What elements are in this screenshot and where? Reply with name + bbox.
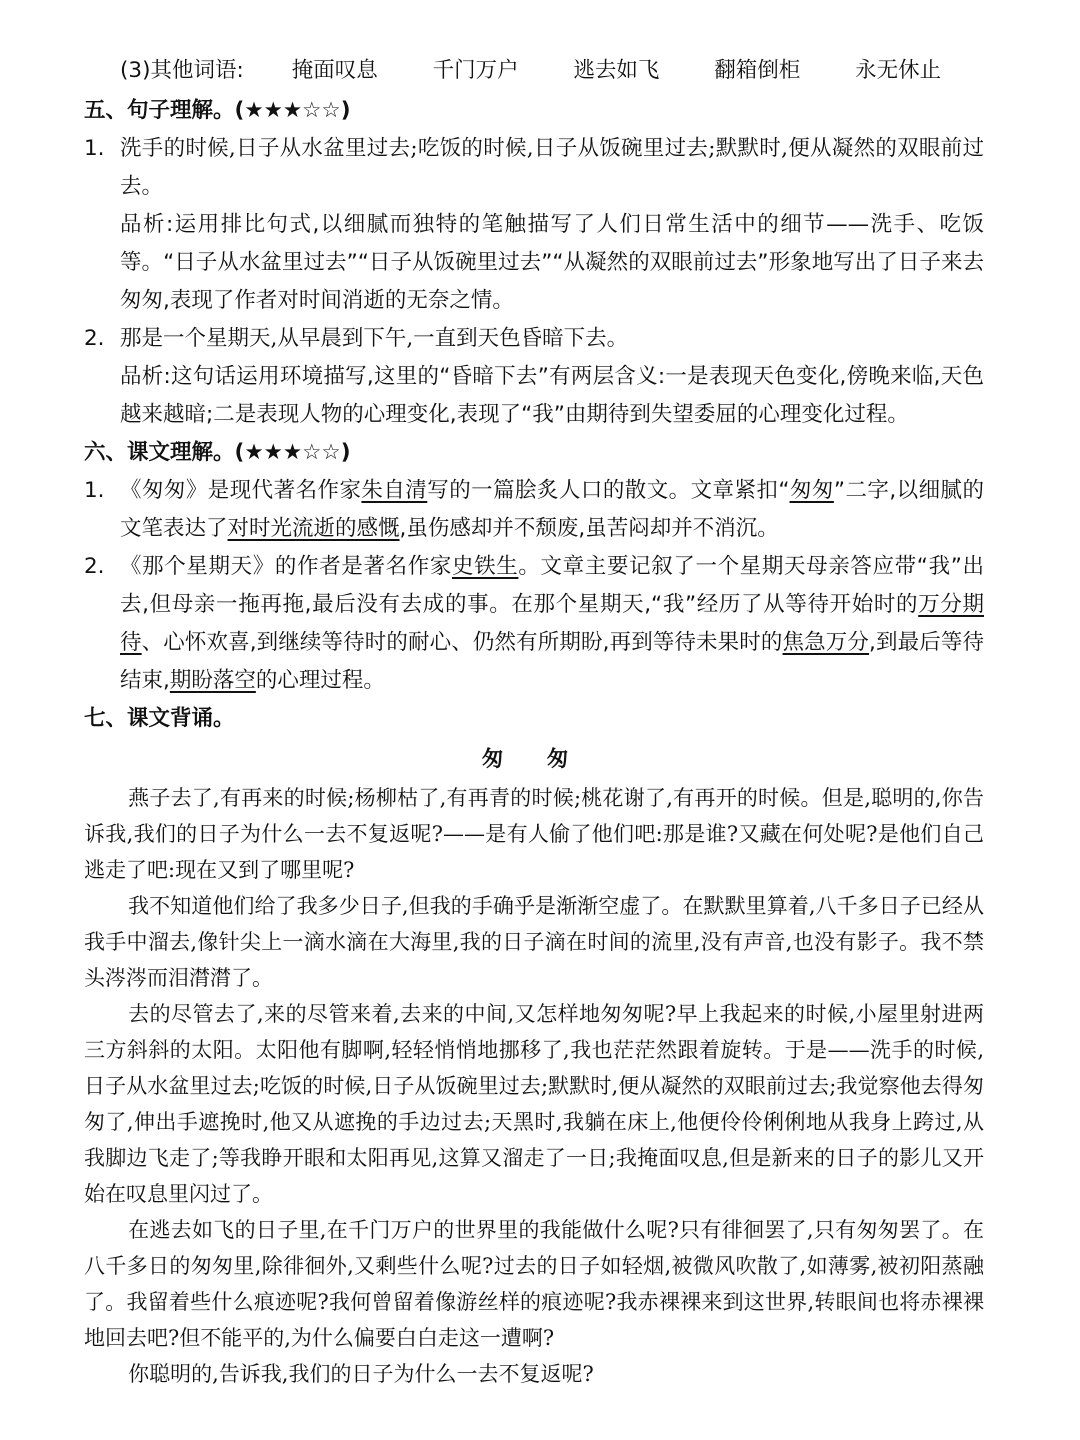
text-segment: 《匆匆》是现代著名作家: [120, 478, 362, 503]
sentence-text: 洗手的时候,日子从水盆里过去;吃饭的时候,日子从饭碗里过去;默默时,便从凝然的双眼前过去。: [120, 136, 984, 199]
essay-title: 匆 匆: [481, 747, 587, 772]
underlined-answer: 史铁生: [452, 554, 519, 579]
vocab-word: 掩面叹息: [291, 58, 378, 83]
item-number: 2.: [84, 326, 105, 351]
text-segment: 、心怀欢喜,到继续等待时的耐心、仍然有所期盼,再到等待未果时的: [141, 630, 783, 655]
underlined-answer: 对时光流逝的感慨: [227, 516, 400, 541]
item-number: 2.: [84, 554, 105, 579]
underlined-answer: 万分期待: [120, 592, 984, 655]
text-segment: 。文章主要记叙了一个星期天母亲答应带“我”出去,但母亲一拖再拖,最后没有去成的事。在那个星期天,“我”经历了从等待开始时的: [120, 554, 984, 617]
sentence-item-1: [84, 130, 984, 206]
underlined-answer: 朱自清: [361, 478, 428, 503]
vocab-prefix: (3)其他词语:: [120, 58, 244, 83]
vocab-word: 翻箱倒柜: [714, 58, 801, 83]
text-segment: 的心理过程。: [255, 668, 385, 693]
section-heading-7: 七、课文背诵。: [84, 706, 235, 731]
vocab-line: [84, 52, 984, 90]
essay-paragraph: 我不知道他们给了我多少日子,但我的手确乎是渐渐空虚了。在默默里算着,八千多日子已经从我手中溜去,像针尖上一滴水滴在大海里,我的日子滴在时间的流里,没有声音,也没有影子。我不禁头涔涔而泪潸潸了。: [84, 894, 984, 990]
vocab-word: 永无休止: [855, 58, 942, 83]
sentence-item-2: [84, 320, 984, 358]
section-heading-6: 六、课文理解。(★★★☆☆): [84, 440, 351, 465]
comprehension-item-2: [84, 548, 984, 700]
underlined-answer: 期盼落空: [169, 668, 256, 693]
underlined-answer: 焦急万分: [782, 630, 870, 655]
text-segment: ”二字,以细腻的文笔表达了: [120, 478, 984, 541]
underlined-answer: 匆匆: [789, 478, 834, 503]
essay-paragraph: 在逃去如飞的日子里,在千门万户的世界里的我能做什么呢?只有徘徊罢了,只有匆匆罢了。在八千多日的匆匆里,除徘徊外,又剩些什么呢?过去的日子如轻烟,被微风吹散了,如薄雾,被初阳蒸融了。我留着些什么痕迹呢?我何曾留着像游丝样的痕迹呢?我赤裸裸来到这世界,转眼间也将赤裸裸地回去吧?但不能平的,为什么偏要白白走这一遭啊?: [84, 1218, 984, 1350]
item-number: 1.: [84, 478, 105, 503]
essay-paragraph: 去的尽管去了,来的尽管来着,去来的中间,又怎样地匆匆呢?早上我起来的时候,小屋里射进两三方斜斜的太阳。太阳他有脚啊,轻轻悄悄地挪移了,我也茫茫然跟着旋转。于是——洗手的时候,日子从水盆里过去;吃饭的时候,日子从饭碗里过去;默默时,便从凝然的双眼前过去;我觉察他去得匆匆了,伸出手遮挽时,他又从遮挽的手边过去;天黑时,我躺在床上,他便伶伶俐俐地从我身上跨过,从我脚边飞走了;等我睁开眼和太阳再见,这算又溜走了一日;我掩面叹息,但是新来的日子的影儿又开始在叹息里闪过了。: [84, 1002, 984, 1206]
item-number: 1.: [84, 136, 105, 161]
essay-paragraph: 你聪明的,告诉我,我们的日子为什么一去不复返呢?: [128, 1362, 594, 1386]
vocab-word: 千门万户: [432, 58, 519, 83]
essay-paragraph: 燕子去了,有再来的时候;杨柳枯了,有再青的时候;桃花谢了,有再开的时候。但是,聪明的,你告诉我,我们的日子为什么一去不复返呢?——是有人偷了他们吧:那是谁?又藏在何处呢?是他们自己逃走了吧:现在又到了哪里呢?: [84, 786, 984, 882]
sentence-text: 那是一个星期天,从早晨到下午,一直到天色昏暗下去。: [120, 326, 629, 351]
analysis-text: 品析:运用排比句式,以细腻而独特的笔触描写了人们日常生活中的细节——洗手、吃饭等。“日子从水盆里过去”“日子从饭碗里过去”“从凝然的双眼前过去”形象地写出了日子来去匆匆,表现了作者对时间消逝的无奈之情。: [120, 212, 984, 313]
text-segment: ,到最后等待结束,: [120, 630, 984, 693]
text-segment: 《那个星期天》的作者是著名作家: [120, 554, 452, 579]
section-heading-5: 五、句子理解。(★★★☆☆): [84, 98, 351, 123]
text-segment: ,虽伤感却并不颓废,虽苦闷却并不消沉。: [399, 516, 779, 541]
comprehension-item-1: [84, 472, 984, 548]
vocab-word: 逃去如飞: [573, 58, 660, 83]
text-segment: 写的一篇脍炙人口的散文。文章紧扣“: [427, 478, 790, 503]
analysis-text: 品析:这句话运用环境描写,这里的“昏暗下去”有两层含义:一是表现天色变化,傍晚来临,天色越来越暗;二是表现人物的心理变化,表现了“我”由期待到失望委屈的心理变化过程。: [120, 364, 984, 427]
